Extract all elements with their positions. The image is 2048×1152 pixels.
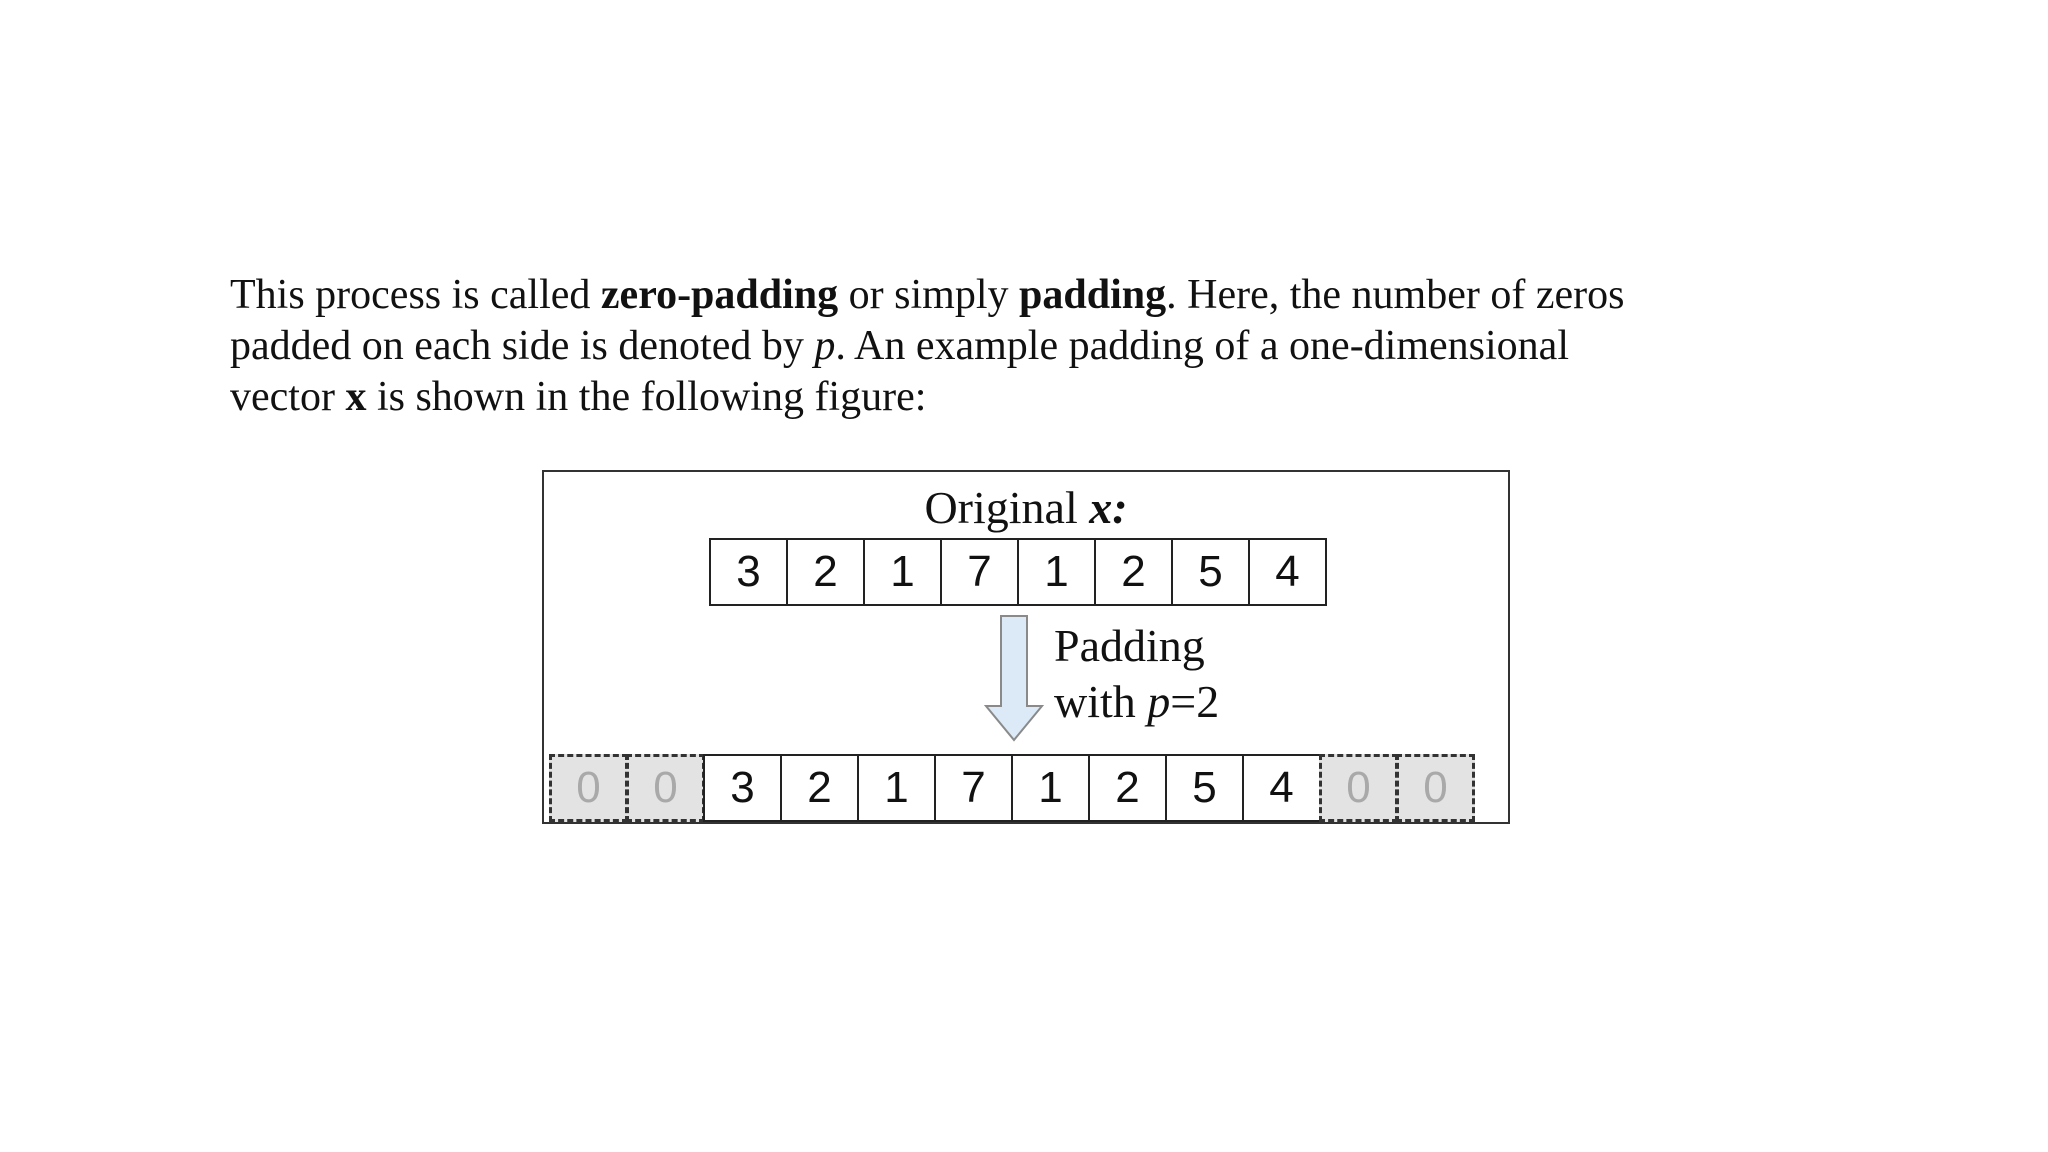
vector-cell: 5 bbox=[1171, 538, 1250, 606]
vector-cell: 7 bbox=[934, 754, 1013, 822]
variable-p: p bbox=[1147, 676, 1171, 727]
text-run: with bbox=[1054, 676, 1148, 727]
paragraph-line-3 bbox=[230, 372, 1850, 423]
vector-cell: 2 bbox=[1094, 538, 1173, 606]
padded-vector bbox=[549, 754, 1475, 822]
text-run: . An example padding of a one-dimensional bbox=[835, 323, 1569, 369]
text-run: vector bbox=[230, 374, 346, 420]
text-run: This process is called bbox=[230, 272, 601, 318]
vector-cell: 1 bbox=[857, 754, 936, 822]
paragraph-line-2 bbox=[230, 321, 1850, 372]
original-vector bbox=[709, 538, 1327, 606]
variable-x: x bbox=[345, 374, 367, 420]
padding-zero-cell: 0 bbox=[549, 754, 628, 822]
vector-cell: 4 bbox=[1248, 538, 1327, 606]
paragraph-line-1 bbox=[230, 270, 1850, 321]
padding-label-line-1: Padding bbox=[1054, 620, 1205, 671]
text-run: padded on each side is denoted by bbox=[230, 323, 815, 369]
term-padding: padding bbox=[1019, 272, 1167, 318]
figure-title bbox=[544, 480, 1508, 536]
figure-title-variable: x: bbox=[1089, 482, 1128, 533]
term-zero-padding: zero-padding bbox=[600, 272, 839, 318]
text-run: . Here, the number of zeros bbox=[1166, 272, 1625, 318]
vector-cell: 2 bbox=[780, 754, 859, 822]
padding-label bbox=[1054, 618, 1219, 730]
vector-cell: 4 bbox=[1242, 754, 1321, 822]
vector-cell: 2 bbox=[1088, 754, 1167, 822]
vector-cell: 7 bbox=[940, 538, 1019, 606]
vector-cell: 3 bbox=[703, 754, 782, 822]
variable-p: p bbox=[814, 323, 836, 369]
text-run: is shown in the following figure: bbox=[366, 374, 927, 420]
vector-cell: 1 bbox=[863, 538, 942, 606]
down-arrow-icon bbox=[982, 614, 1046, 744]
text-run: =2 bbox=[1170, 676, 1220, 727]
padding-zero-cell: 0 bbox=[1396, 754, 1475, 822]
vector-cell: 3 bbox=[709, 538, 788, 606]
padding-label-line-2 bbox=[1054, 674, 1219, 730]
vector-cell: 1 bbox=[1017, 538, 1096, 606]
body-paragraph bbox=[230, 270, 1850, 423]
vector-cell: 5 bbox=[1165, 754, 1244, 822]
text-run: or simply bbox=[838, 272, 1020, 318]
padding-zero-cell: 0 bbox=[1319, 754, 1398, 822]
figure-title-text: Original bbox=[924, 482, 1090, 533]
padding-zero-cell: 0 bbox=[626, 754, 705, 822]
vector-cell: 1 bbox=[1011, 754, 1090, 822]
vector-cell: 2 bbox=[786, 538, 865, 606]
padding-figure bbox=[542, 470, 1510, 824]
